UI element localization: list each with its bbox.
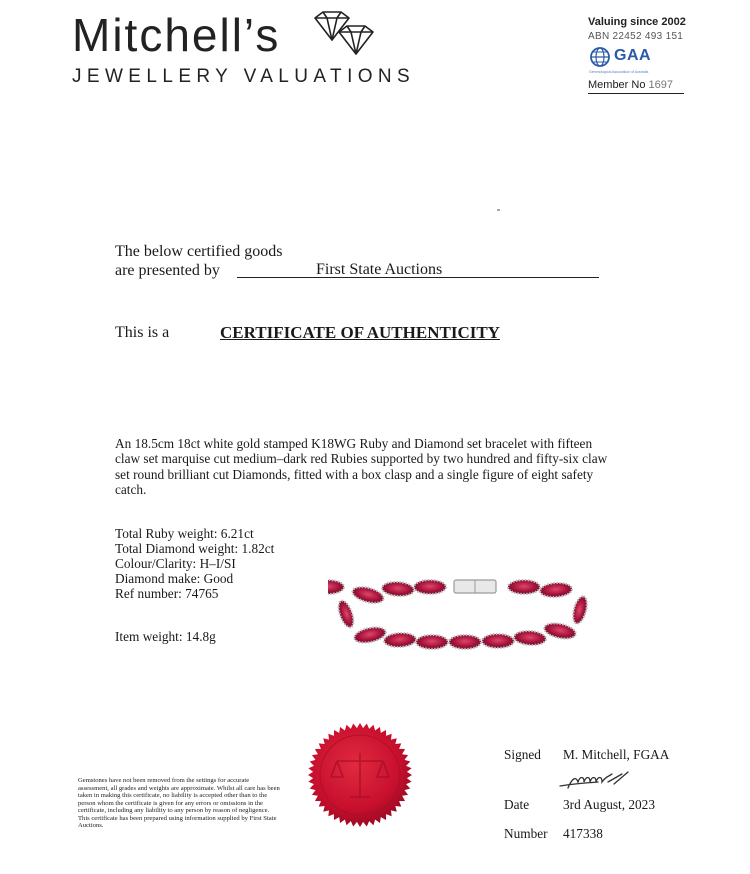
intro-line-1: The below certified goods [115, 243, 283, 260]
brand-subtitle: JEWELLERY VALUATIONS [72, 66, 416, 87]
item-description: An 18.5cm 18ct white gold stamped K18WG Ruby and Diamond set bracelet with fifteen claw set marquise cut medium–dark red Rubies supported by two hundred and fifty-six claw set round brilliant cut Diamonds, fitted with a box clasp and a single figure of eight safety catch. [115, 436, 608, 498]
handwritten-signature-icon [558, 770, 630, 792]
speck [497, 209, 500, 211]
number-label: Number [504, 826, 548, 841]
signed-value: M. Mitchell, FGAA [563, 747, 670, 762]
disclaimer: Gemstones have not been removed from the settings for accurate assessment, all grades and weights are approximate. Whilst all care has been taken in making this certificate, no liability is accepted other than to the person whom the certificate is given for any errors or omissions in the certificate, including any liability to any person by reason of negligence. This certificate has been prepared using information supplied by First State Auctions. [78, 777, 280, 829]
detail-ref-number: Ref number: 74765 [115, 586, 219, 601]
wax-seal-icon [305, 715, 415, 835]
item-weight: Item weight: 14.8g [115, 629, 216, 644]
member-number [588, 79, 684, 94]
diamonds-logo-icon [311, 10, 381, 60]
detail-colour-clarity: Colour/Clarity: H–I/SI [115, 556, 236, 571]
detail-diamond-make: Diamond make: Good [115, 571, 234, 586]
presenter-name: First State Auctions [316, 261, 443, 278]
date-value: 3rd August, 2023 [563, 797, 655, 812]
detail-ruby-weight: Total Ruby weight: 6.21ct [115, 526, 254, 541]
member-label: Member No [588, 79, 646, 91]
abn-number: ABN 22452 493 151 [588, 31, 684, 42]
gaa-globe-icon [588, 46, 612, 68]
gaa-label: GAA [614, 47, 652, 64]
bracelet-photo [328, 570, 598, 660]
signed-label: Signed [504, 747, 541, 762]
valuing-since: Valuing since 2002 [588, 16, 686, 28]
number-value: 417338 [563, 826, 603, 841]
date-label: Date [504, 797, 530, 812]
brand-name: Mitchell’s [72, 9, 281, 61]
certificate-prefix: This is a [115, 324, 170, 341]
certificate-title: CERTIFICATE OF AUTHENTICITY [220, 323, 500, 342]
gaa-subtitle: Gemmological Association of Australia [589, 70, 649, 74]
intro-line-2: are presented by [115, 262, 220, 279]
detail-diamond-weight: Total Diamond weight: 1.82ct [115, 541, 275, 556]
member-number-value: 1697 [648, 79, 674, 91]
